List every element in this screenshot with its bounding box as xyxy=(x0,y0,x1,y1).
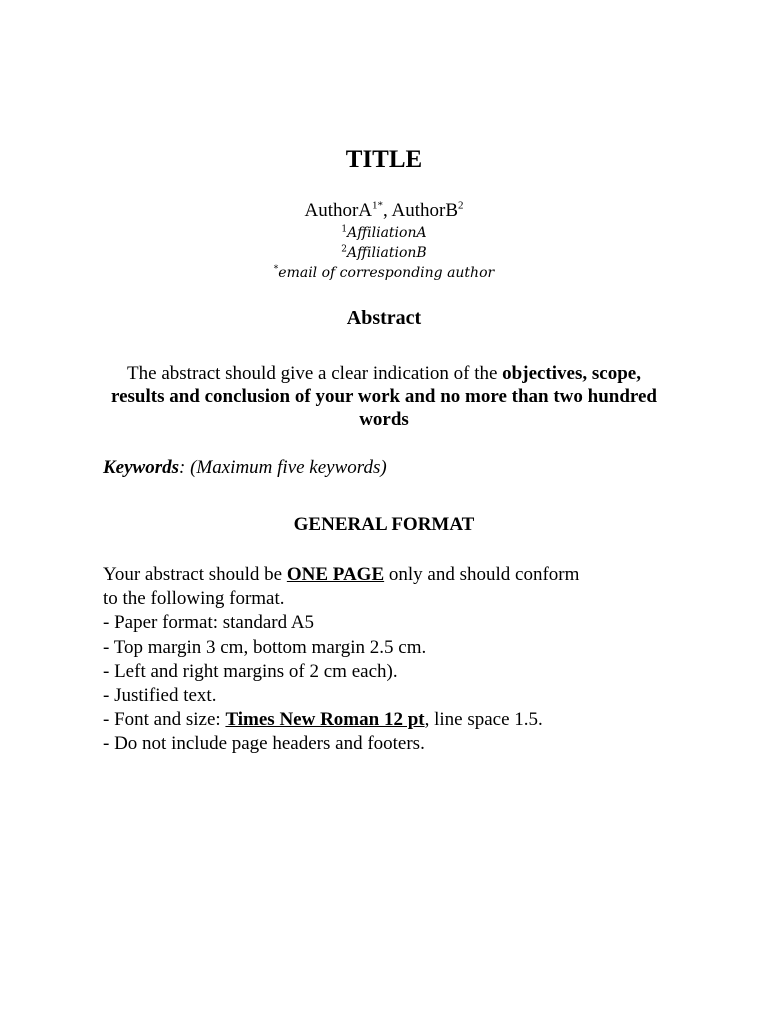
affiliation-a xyxy=(0,223,768,243)
format-item-top-bottom-margin: - Top margin 3 cm, bottom margin 2.5 cm. xyxy=(103,636,427,658)
format-font-emphasis: Times New Roman 12 pt xyxy=(225,709,425,731)
corresponding-email-superscript: * xyxy=(273,264,279,275)
paper-title: TITLE xyxy=(345,146,423,173)
format-intro-emphasis: ONE PAGE xyxy=(286,564,385,585)
general-format-heading: GENERAL FORMAT xyxy=(293,514,475,535)
format-font-before: - Font and size: xyxy=(103,709,226,731)
author-b: AuthorB xyxy=(391,200,458,221)
author-a: AuthorA xyxy=(304,200,373,221)
author-line xyxy=(0,200,768,222)
format-font-after: , line space 1.5. xyxy=(424,709,543,731)
author-separator: , xyxy=(383,200,392,221)
format-item-side-margins: - Left and right margins of 2 cm each). xyxy=(103,660,398,682)
keywords-text: : (Maximum five keywords) xyxy=(179,457,387,478)
author-b-superscript: 2 xyxy=(458,199,464,212)
format-intro-line-1 xyxy=(103,563,703,587)
abstract-heading: Abstract xyxy=(346,307,422,329)
abstract-body-plain: The abstract should give a clear indication of the xyxy=(127,363,503,384)
format-intro-before: Your abstract should be xyxy=(103,564,287,585)
keywords-line xyxy=(103,456,703,480)
affiliation-b-text: AffiliationB xyxy=(347,245,427,261)
general-format-body xyxy=(103,563,703,757)
format-intro-after: only and should conform xyxy=(384,564,580,585)
keywords-label: Keywords xyxy=(103,457,179,478)
affiliation-b-superscript: 2 xyxy=(341,244,348,255)
format-item-justified: - Justified text. xyxy=(103,685,217,707)
author-a-superscript: 1* xyxy=(372,199,384,212)
corresponding-email-text: email of corresponding author xyxy=(278,265,495,281)
affiliation-a-text: AffiliationA xyxy=(347,225,427,241)
abstract-body xyxy=(100,362,668,431)
affiliation-a-superscript: 1 xyxy=(341,224,348,235)
corresponding-email xyxy=(0,263,768,283)
format-item-paper: - Paper format: standard A5 xyxy=(103,612,315,634)
format-item-headers-footers: - Do not include page headers and footers. xyxy=(103,733,425,755)
format-item-font xyxy=(103,708,703,732)
abstract-body-bold: objectives, scope, results and conclusion of your work and no more than two hundred words xyxy=(110,363,657,430)
format-intro-line-2: to the following format. xyxy=(103,588,285,610)
affiliation-b xyxy=(0,243,768,263)
